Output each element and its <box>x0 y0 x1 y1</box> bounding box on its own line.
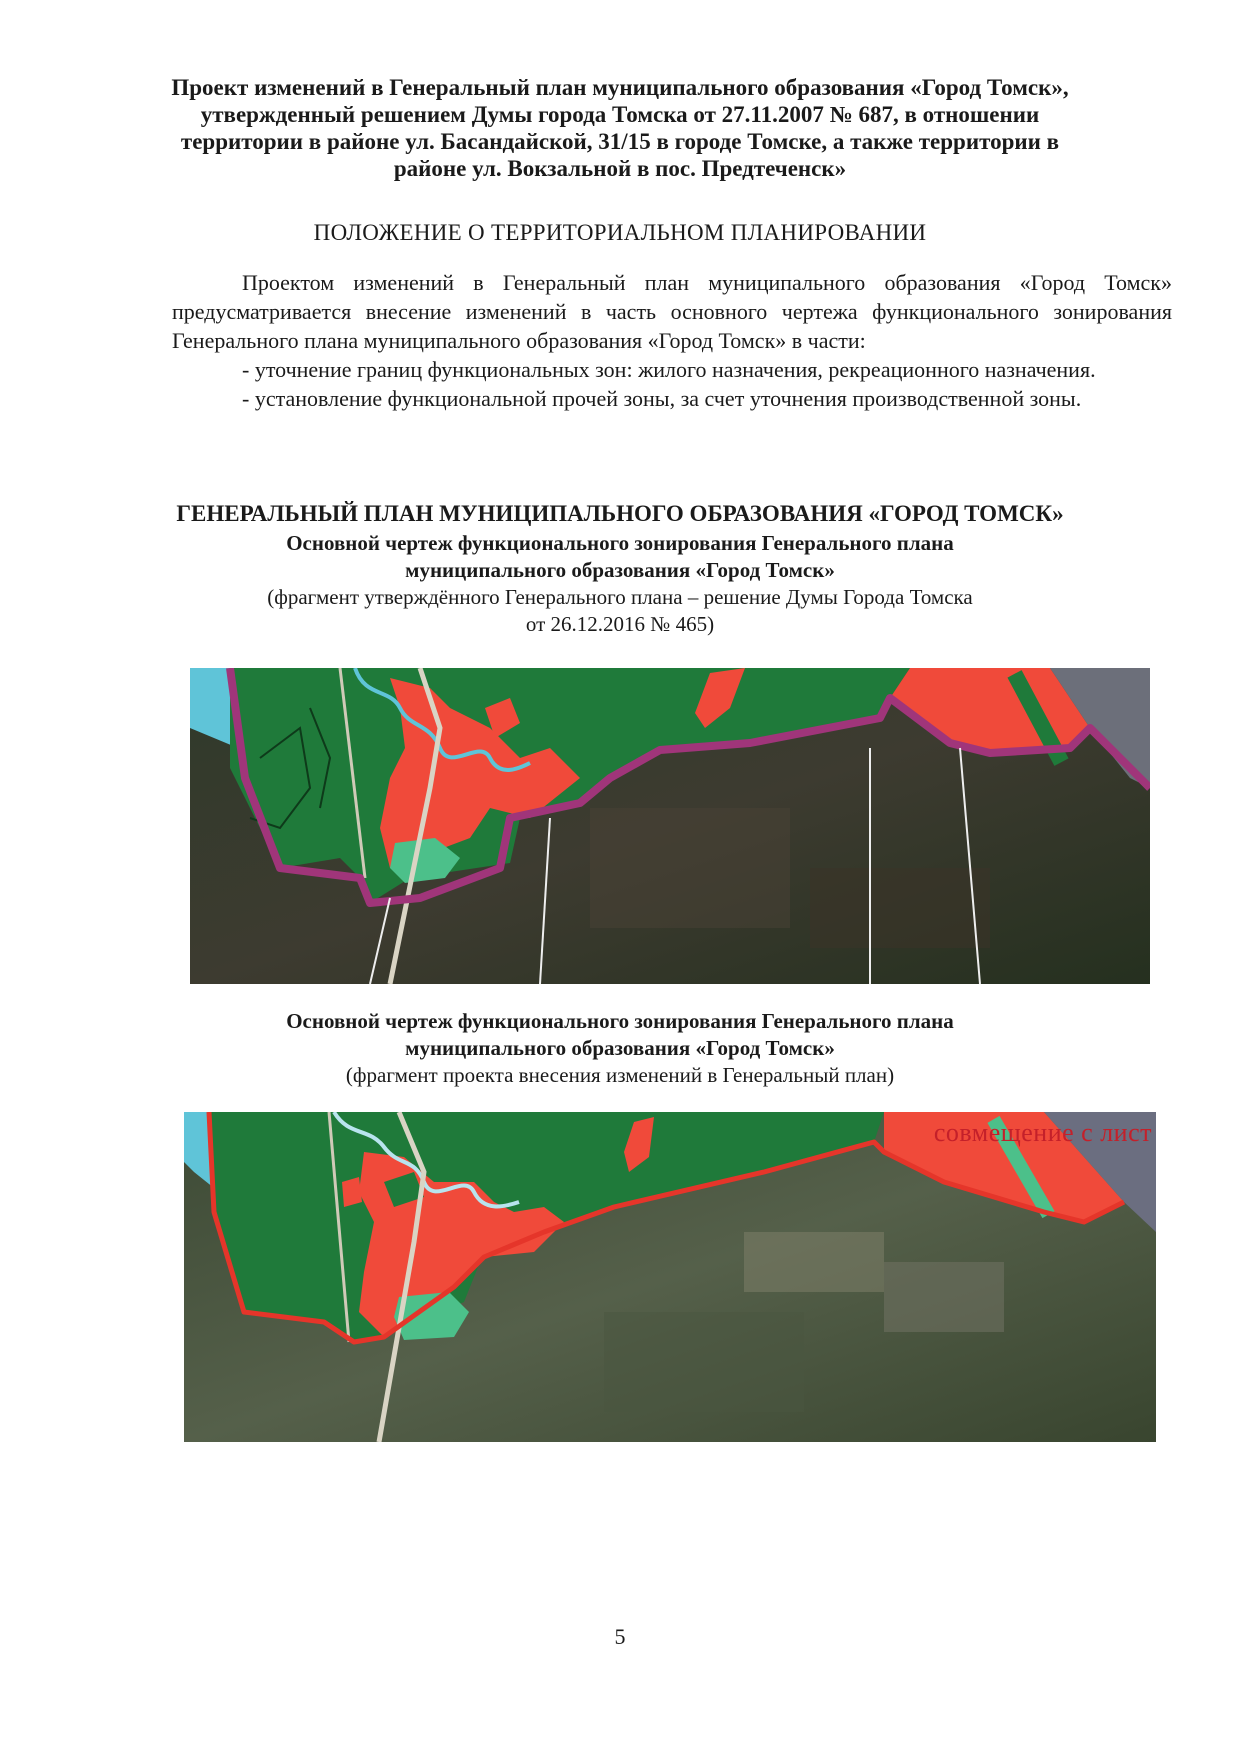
title-line-1: Проект изменений в Генеральный план муниципального образования «Город Томск», <box>171 75 1069 100</box>
title-line-3: территории в районе ул. Басандайской, 31/15 в городе Томске, а также территории в <box>180 129 1060 154</box>
map1-subtitle-line-2: муниципального образования «Город Томск» <box>405 558 835 582</box>
map1-caption-line-2: от 26.12.2016 № 465) <box>525 612 715 636</box>
body-text <box>172 268 1172 413</box>
body-list-item-1: - уточнение границ функциональных зон: жилого назначения, рекреационного назначения. <box>242 357 1096 382</box>
map1-image <box>190 668 1150 984</box>
title-line-2: утвержденный решением Думы города Томска от 27.11.2007 № 687, в отношении <box>200 102 1040 127</box>
map2-caption-line-1: (фрагмент проекта внесения изменений в Генеральный план) <box>345 1063 895 1087</box>
map2-overlay-label: совмещение с лист <box>933 1118 1152 1147</box>
map1-caption <box>130 584 1110 638</box>
map2-subtitle <box>130 1008 1110 1062</box>
map1-subtitle-line-1: Основной чертеж функционального зонирования Генерального плана <box>286 531 954 555</box>
section-heading: ПОЛОЖЕНИЕ О ТЕРРИТОРИАЛЬНОМ ПЛАНИРОВАНИИ <box>313 220 927 245</box>
map1-subtitle <box>130 530 1110 584</box>
page-number: 5 <box>614 1624 626 1649</box>
map1-caption-line-1: (фрагмент утверждённого Генерального плана – решение Думы Города Томска <box>267 585 973 609</box>
map2-image <box>184 1112 1156 1442</box>
map2-caption <box>130 1062 1110 1089</box>
title-line-4: районе ул. Вокзальной в пос. Предтеченск» <box>393 156 847 181</box>
map2-subtitle-line-1: Основной чертеж функционального зонирования Генерального плана <box>286 1009 954 1033</box>
body-paragraph: Проектом изменений в Генеральный план муниципального образования «Город Томск» предусматривается внесение изменений в часть основного чертежа функционального зонирования Генерального плана муниципального образования «Город Томск» в части: <box>172 270 1172 353</box>
body-list-item-2: - установление функциональной прочей зоны, за счет уточнения производственной зоны. <box>242 386 1082 411</box>
plan-heading: ГЕНЕРАЛЬНЫЙ ПЛАН МУНИЦИПАЛЬНОГО ОБРАЗОВАНИЯ «ГОРОД ТОМСК» <box>176 501 1064 526</box>
map2-subtitle-line-2: муниципального образования «Город Томск» <box>405 1036 835 1060</box>
document-title <box>130 74 1110 182</box>
